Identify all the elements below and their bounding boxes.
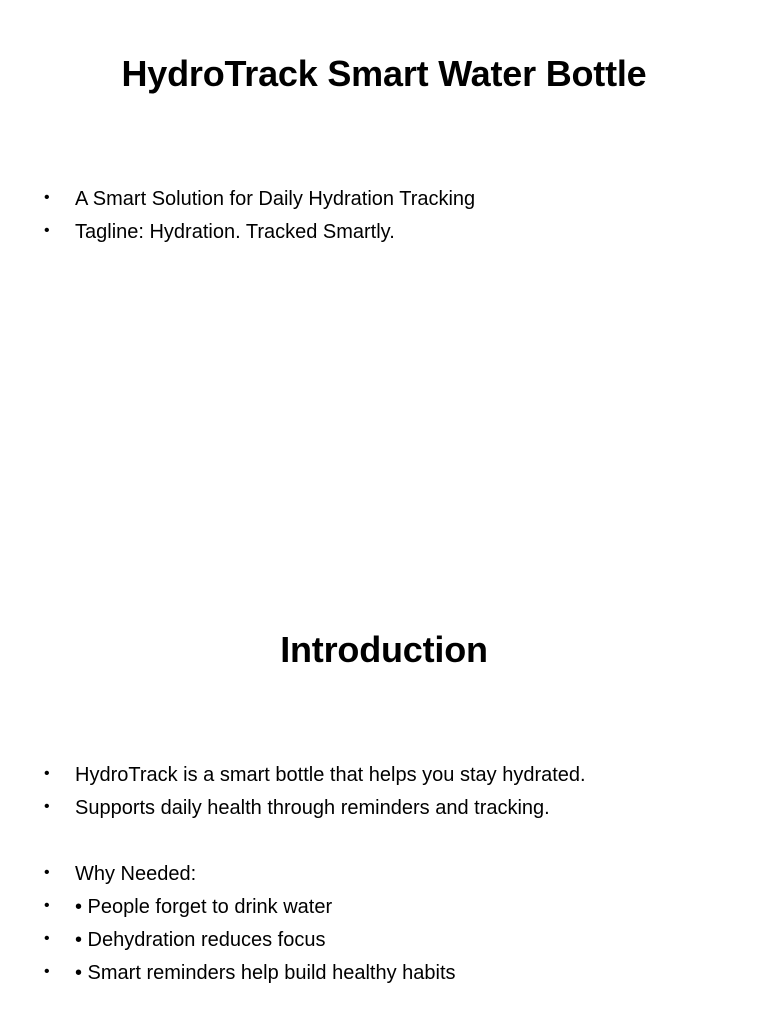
bullet-dot-icon: • [44, 798, 50, 815]
bullet-text: HydroTrack is a smart bottle that helps you stay hydrated. [75, 764, 586, 786]
bullet-dot-icon: • [44, 189, 50, 206]
list-item [44, 891, 734, 924]
bullet-list [44, 183, 734, 249]
list-item [44, 924, 734, 957]
list-item [44, 792, 734, 825]
bullet-dot-icon: • [44, 765, 50, 782]
slide-title: HydroTrack Smart Water Bottle [121, 53, 647, 94]
bullet-list [44, 759, 734, 990]
list-item [44, 216, 734, 249]
bullet-text: • Dehydration reduces focus [75, 929, 326, 951]
bullet-text: Supports daily health through reminders and tracking. [75, 797, 550, 819]
slide-2 [0, 576, 768, 1024]
bullet-text: Tagline: Hydration. Tracked Smartly. [75, 221, 395, 243]
bullet-text: • Smart reminders help build healthy habits [75, 962, 456, 984]
bullet-dot-icon: • [44, 897, 50, 914]
list-item [44, 759, 734, 792]
list-item [44, 858, 734, 891]
bullet-text: Why Needed: [75, 863, 197, 885]
bullet-dot-icon: • [44, 930, 50, 947]
list-item [44, 957, 734, 990]
list-item [44, 183, 734, 216]
slide-title: Introduction [280, 629, 488, 670]
bullet-text: A Smart Solution for Daily Hydration Tracking [75, 188, 476, 210]
bullet-text: • People forget to drink water [75, 896, 333, 918]
bullet-dot-icon: • [44, 864, 50, 881]
list-spacer [44, 825, 734, 858]
bullet-dot-icon: • [44, 222, 50, 239]
bullet-dot-icon: • [44, 963, 50, 980]
